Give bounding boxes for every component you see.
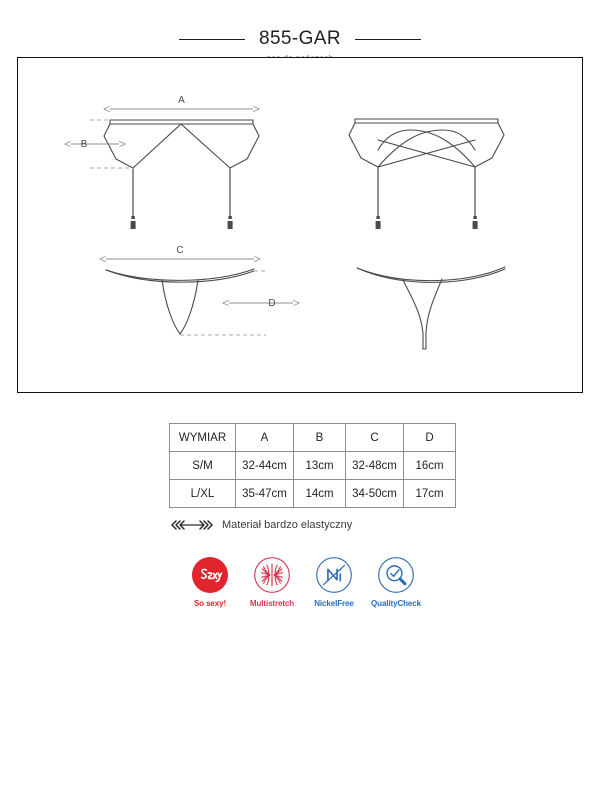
table-row [170, 452, 456, 480]
row-value-d: 17cm [404, 480, 456, 508]
dimension-label-b: B [80, 139, 88, 150]
badge-label-quality-check: QualityCheck [371, 599, 421, 608]
row-value-a: 32-44cm [236, 452, 294, 480]
table-header-d: D [404, 424, 456, 452]
table-header-wymiar: WYMIAR [170, 424, 236, 452]
badge-so-sexy [183, 556, 237, 608]
elasticity-label: Materiał bardzo elastyczny [222, 519, 353, 531]
row-value-d: 16cm [404, 452, 456, 480]
nickel-free-crossed-icon [315, 556, 353, 594]
badge-multistretch [245, 556, 299, 608]
title-row [0, 28, 600, 50]
thong-back-view [357, 267, 505, 349]
row-value-b: 13cm [294, 452, 346, 480]
dimension-label-c: C [176, 245, 184, 256]
title-rule-left [179, 39, 245, 40]
size-table [169, 423, 456, 508]
badge-quality-check [369, 556, 423, 608]
badge-label-nickel-free: NickelFree [314, 599, 354, 608]
elasticity-note [170, 519, 352, 531]
sexy-script-badge-icon [191, 556, 229, 594]
double-arrow-stretch-icon [170, 519, 214, 531]
table-header-row [170, 424, 456, 452]
row-size-label: S/M [170, 452, 236, 480]
table-header-b: B [294, 424, 346, 452]
garter-belt-front-view [71, 95, 259, 229]
product-diagram-frame [17, 57, 583, 393]
page-title: 855-GAR [258, 28, 341, 49]
row-value-a: 35-47cm [236, 480, 294, 508]
dimension-label-a: A [178, 95, 185, 106]
title-rule-right [355, 39, 421, 40]
badge-nickel-free [307, 556, 361, 608]
product-diagram-svg [18, 58, 581, 391]
feature-badges [183, 556, 423, 608]
row-value-b: 14cm [294, 480, 346, 508]
table-header-a: A [236, 424, 294, 452]
table-row [170, 480, 456, 508]
dimension-label-d: D [268, 298, 276, 309]
badge-label-so-sexy: So sexy! [193, 599, 227, 608]
multistretch-burst-icon [253, 556, 291, 594]
row-value-c: 34-50cm [346, 480, 404, 508]
row-size-label: L/XL [170, 480, 236, 508]
thong-front-view [106, 245, 293, 335]
badge-label-multistretch: Multistretch [249, 599, 295, 608]
quality-check-magnifier-icon [377, 556, 415, 594]
garter-belt-back-view [349, 119, 504, 229]
row-value-c: 32-48cm [346, 452, 404, 480]
table-header-c: C [346, 424, 404, 452]
